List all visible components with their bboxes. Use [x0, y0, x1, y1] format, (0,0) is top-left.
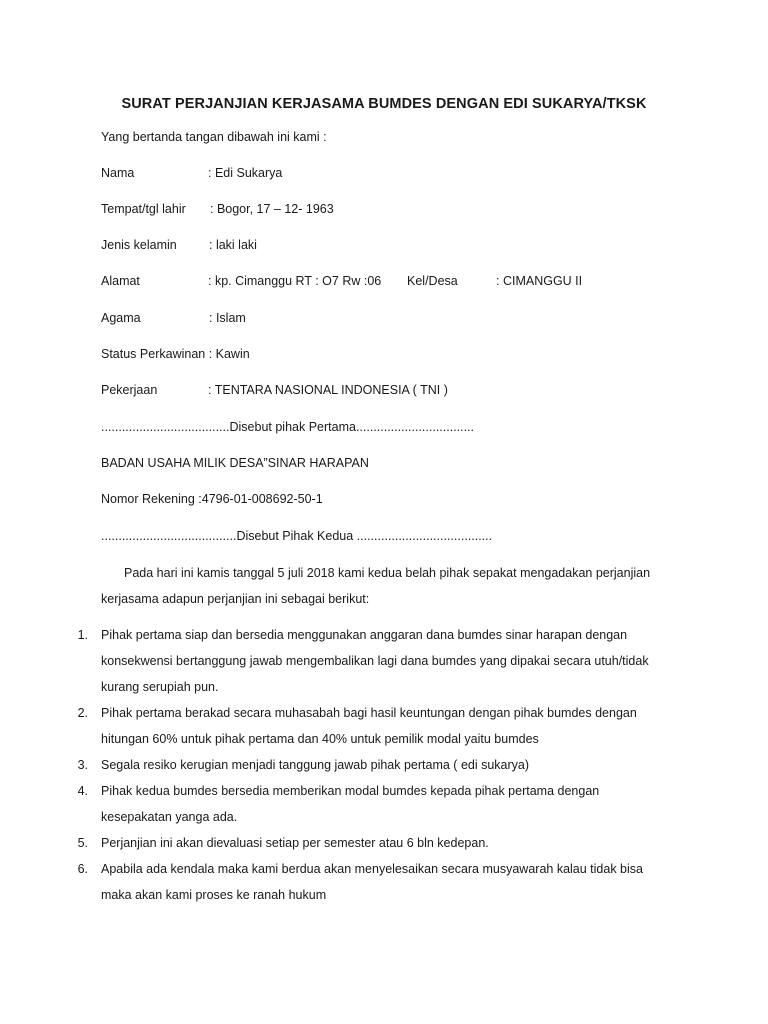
list-item-number: 5.: [77, 836, 88, 850]
list-item-text: Perjanjian ini akan dievaluasi setiap per semester atau 6 bln kedepan.: [101, 836, 489, 850]
field-kel-label: Kel/Desa: [407, 274, 458, 288]
badan-usaha-name: BADAN USAHA MILIK DESA”SINAR HARAPAN: [101, 456, 369, 470]
list-item-text: hitungan 60% untuk pihak pertama dan 40% untuk pemilik modal yaitu bumdes: [101, 732, 539, 746]
field-agama-label: Agama: [101, 311, 141, 325]
document-title: SURAT PERJANJIAN KERJASAMA BUMDES DENGAN EDI SUKARYA/TKSK: [121, 96, 647, 112]
paragraph-line-1: Pada hari ini kamis tanggal 5 juli 2018 kami kedua belah pihak sepakat mengadakan perjanjian: [124, 566, 651, 580]
field-ttl-label: Tempat/tgl lahir: [101, 202, 186, 216]
intro-text: Yang bertanda tangan dibawah ini kami :: [101, 130, 327, 144]
field-nama-label: Nama: [101, 166, 135, 180]
field-ttl-value: : Bogor, 17 – 12- 1963: [210, 202, 334, 216]
list-item-number: 2.: [77, 706, 88, 720]
field-jk-value: : laki laki: [209, 238, 257, 252]
field-kel-value: : CIMANGGU II: [496, 274, 583, 288]
field-alamat-value: : kp. Cimanggu RT : O7 Rw :06: [208, 274, 382, 288]
nomor-rekening: Nomor Rekening :4796-01-008692-50-1: [101, 492, 323, 506]
pihak-pertama-line: .....................................Disebut pihak Pertama..................................: [101, 420, 475, 434]
list-item-text: Segala resiko kerugian menjadi tanggung jawab pihak pertama ( edi sukarya): [101, 758, 530, 772]
field-status: Status Perkawinan : Kawin: [101, 347, 250, 361]
list-item-number: 6.: [77, 862, 88, 876]
field-alamat-label: Alamat: [101, 274, 140, 288]
list-item-text: Pihak kedua bumdes bersedia memberikan modal bumdes kepada pihak pertama dengan: [101, 784, 600, 798]
list-item-number: 1.: [77, 628, 88, 642]
list-item-text: Apabila ada kendala maka kami berdua akan menyelesaikan secara musyawarah kalau tidak bisa: [101, 862, 643, 876]
list-item-text: konsekwensi bertanggung jawab mengembalikan lagi dana bumdes yang dipakai secara utuh/tidak: [101, 654, 649, 668]
field-jk-label: Jenis kelamin: [101, 238, 177, 252]
field-pekerjaan-value: : TENTARA NASIONAL INDONESIA ( TNI ): [208, 383, 448, 397]
list-item-text: Pihak pertama siap dan bersedia menggunakan anggaran dana bumdes sinar harapan dengan: [101, 628, 628, 642]
pihak-kedua-line: .......................................Disebut Pihak Kedua .......................................: [101, 529, 493, 543]
field-pekerjaan-label: Pekerjaan: [101, 383, 158, 397]
list-item-number: 4.: [77, 784, 88, 798]
list-item-text: kesepakatan yanga ada.: [101, 810, 238, 824]
paragraph-line-2: kerjasama adapun perjanjian ini sebagai berikut:: [101, 592, 370, 606]
field-nama-value: : Edi Sukarya: [208, 166, 283, 180]
list-item-number: 3.: [77, 758, 88, 772]
list-item-text: Pihak pertama berakad secara muhasabah bagi hasil keuntungan dengan pihak bumdes dengan: [101, 706, 637, 720]
list-item-text: maka akan kami proses ke ranah hukum: [101, 888, 327, 902]
field-agama-value: : Islam: [209, 311, 246, 325]
list-item-text: kurang serupiah pun.: [101, 680, 219, 694]
